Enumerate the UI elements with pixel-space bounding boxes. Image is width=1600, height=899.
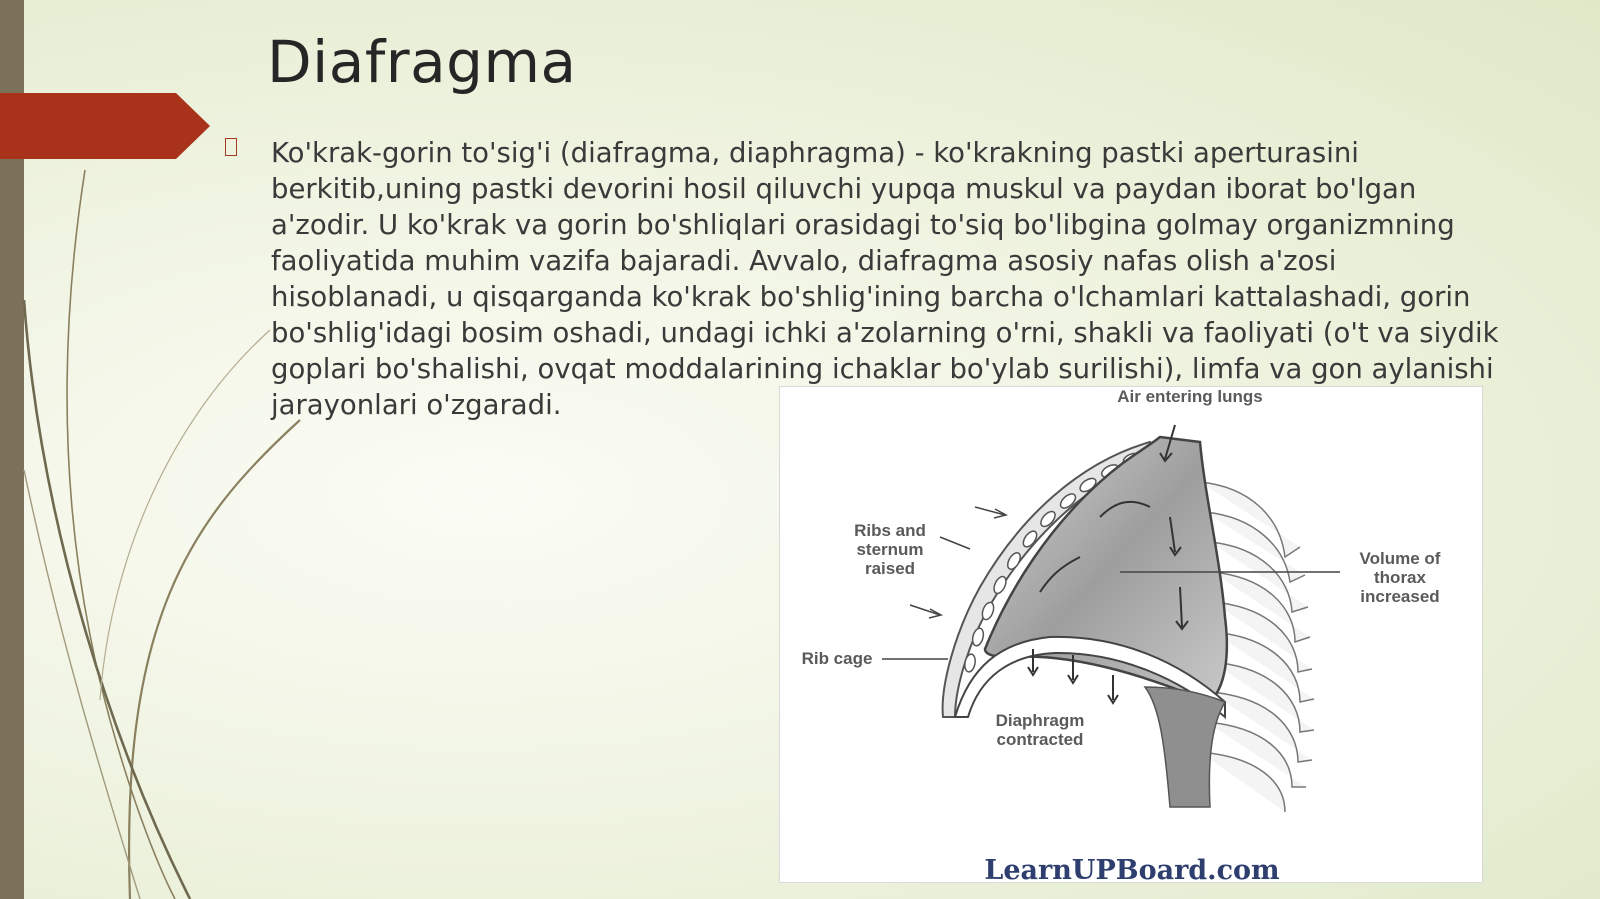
abdominal-muscle — [1145, 687, 1225, 807]
red-arrow-shape — [0, 93, 210, 159]
slide-title: Diafragma — [267, 28, 577, 96]
square-bullet-icon — [225, 138, 237, 156]
figure-watermark: LearnUPBoard.com — [984, 855, 1280, 886]
label-rib-cage: Rib cage — [801, 649, 873, 668]
label-volume-thorax: Volume of thorax increased — [1359, 549, 1441, 606]
slide-body-text: Ko'krak-gorin to'sig'i (diafragma, diaphragma) - ko'krakning pastki aperturasini berkitib,uning pastki devorini hosil qiluvchi yupqa muskul va paydan iborat bo'lgan a'zodir. U ko'krak va gorin bo'shliqlari orasidagi to'siq bo'libgina golmay organizmning faoliyatida muhim vazifa bajaradi. Avvalo, diafragma asosiy nafas olish a'zosi hisoblanadi, u qisqarganda ko'krak bo'shlig'ining barcha o'lchamlari kattalashadi, gorin bo'shlig'idagi bosim oshadi, undagi ichki a'zolarning o'rni, shakli va faoliyati (o't va siydik goplari bo'shalishi, ovqat moddalarining ichaklar bo'ylab surilishi), limfa va gon aylanishi jarayonlari o'zgaradi. — [271, 137, 1499, 421]
label-diaphragm: Diaphragm contracted — [995, 711, 1085, 749]
label-ribs-raised: Ribs and sternum raised — [854, 521, 926, 578]
diaphragm-figure — [779, 386, 1483, 886]
lung-cavity — [985, 437, 1227, 702]
diaphragm-illustration — [780, 387, 1484, 884]
label-air-entering: Air entering lungs — [1117, 387, 1263, 406]
